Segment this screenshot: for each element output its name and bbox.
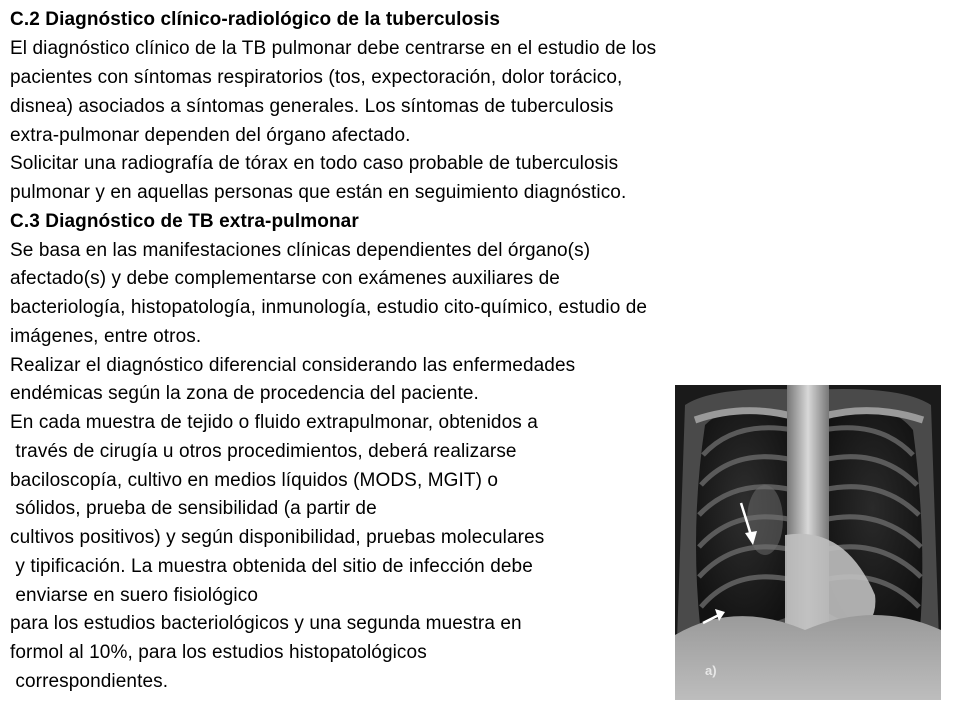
text-line: disnea) asociados a síntomas generales. Los síntomas de tuberculosis (10, 96, 614, 117)
text-line: sólidos, prueba de sensibilidad (a partir de (10, 498, 377, 519)
text-line: través de cirugía u otros procedimientos, deberá realizarse (10, 441, 517, 462)
text-line: Solicitar una radiografía de tórax en todo caso probable de tuberculosis (10, 153, 619, 174)
text-line: Se basa en las manifestaciones clínicas dependientes del órgano(s) (10, 240, 591, 261)
text-line: imágenes, entre otros. (10, 326, 202, 347)
text-line: Realizar el diagnóstico diferencial considerando las enfermedades (10, 355, 576, 376)
text-line: formol al 10%, para los estudios histopatológicos (10, 642, 427, 663)
text-line: extra-pulmonar dependen del órgano afectado. (10, 125, 411, 146)
section-heading-c3: C.3 Diagnóstico de TB extra-pulmonar (10, 211, 359, 232)
chest-xray-graphic (675, 385, 941, 700)
text-line: correspondientes. (10, 671, 169, 692)
text-line: endémicas según la zona de procedencia del paciente. (10, 383, 479, 404)
text-line: pacientes con síntomas respiratorios (tos, expectoración, dolor torácico, (10, 67, 623, 88)
chest-xray-image (675, 385, 941, 700)
text-line: pulmonar y en aquellas personas que están en seguimiento diagnóstico. (10, 182, 627, 203)
text-line: afectado(s) y debe complementarse con exámenes auxiliares de (10, 268, 560, 289)
figure-label: a) (705, 663, 717, 678)
text-line: enviarse en suero fisiológico (10, 585, 259, 606)
text-line: En cada muestra de tejido o fluido extrapulmonar, obtenidos a (10, 412, 538, 433)
text-line: bacteriología, histopatología, inmunología, estudio cito-químico, estudio de (10, 297, 648, 318)
section-heading-c2: C.2 Diagnóstico clínico-radiológico de la tuberculosis (10, 9, 500, 30)
text-line: y tipificación. La muestra obtenida del sitio de infección debe (10, 556, 533, 577)
text-line: para los estudios bacteriológicos y una segunda muestra en (10, 613, 522, 634)
text-line: baciloscopía, cultivo en medios líquidos (MODS, MGIT) o (10, 470, 499, 491)
text-line: El diagnóstico clínico de la TB pulmonar debe centrarse en el estudio de los (10, 38, 657, 59)
text-line: cultivos positivos) y según disponibilidad, pruebas moleculares (10, 527, 545, 548)
